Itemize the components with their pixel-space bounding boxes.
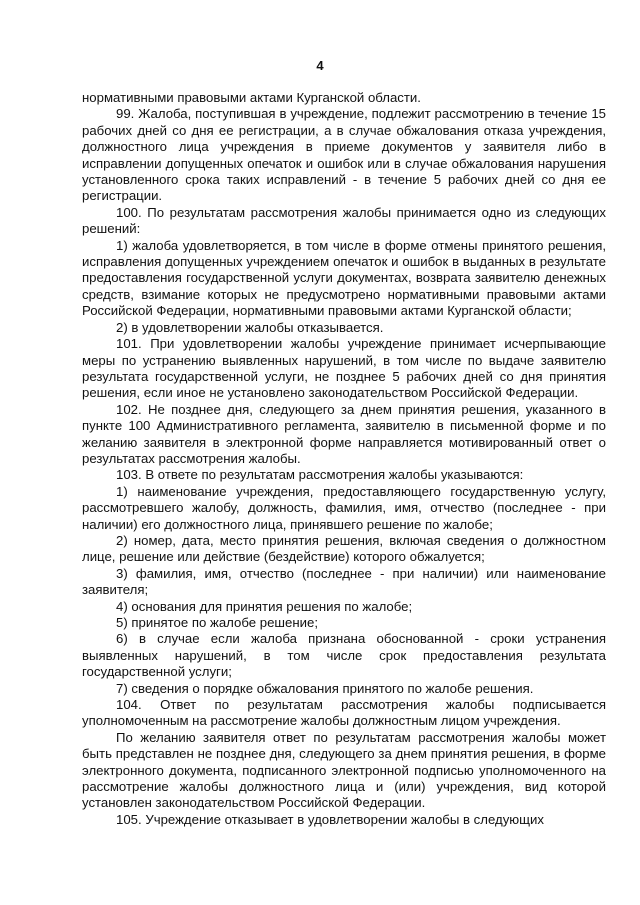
paragraph-103-item-3: 3) фамилия, имя, отчество (последнее - при наличии) или наименование заявителя; bbox=[82, 565, 606, 598]
paragraph-103-item-1: 1) наименование учреждения, предоставляющего государственную услугу, рассмотревшего жалобу, должность, фамилия, имя, отчество (последнее - при наличии) его должностного лица, принявшего решение по жалобе; bbox=[82, 483, 606, 532]
paragraph-103-item-5: 5) принятое по жалобе решение; bbox=[116, 615, 318, 630]
page-number: 4 bbox=[316, 58, 324, 73]
document-body bbox=[82, 90, 606, 828]
paragraph-103: 103. В ответе по результатам рассмотрения жалобы указываются: bbox=[116, 467, 524, 483]
paragraph-101: 101. При удовлетворении жалобы учреждение принимает исчерпывающие меры по устранению выявленных нарушений, в том числе по выдаче заявителю результата государственной услуги, не позднее 5 рабочих дней со дня принятия решения, если иное не установлено законодательством Российской Федерации. bbox=[82, 336, 606, 401]
paragraph-103-item-6: 6) в случае если жалоба признана обоснованной - сроки устранения выявленных нарушений, в том числе срок предоставления результата государственной услуги; bbox=[82, 631, 606, 680]
paragraph: нормативными правовыми актами Курганской области. bbox=[82, 90, 421, 105]
paragraph-100-item-1: 1) жалоба удовлетворяется, в том числе в форме отмены принятого решения, исправления допущенных учреждением опечаток и ошибок в выданных в результате предоставления государственной услуги документах, возврата заявителю денежных средств, взимание которых не предусмотрено нормативными правовыми актами Российской Федерации, нормативными правовыми актами Курганской области; bbox=[82, 237, 606, 319]
paragraph-104-electronic: По желанию заявителя ответ по результатам рассмотрения жалобы может быть представлен не позднее дня, следующего за днем принятия решения, в форме электронного документа, подписанного электронной подписью уполномоченного на рассмотрение жалобы должностного лица и (или) учреждения, вид которой установлен законодательством Российской Федерации. bbox=[82, 729, 606, 811]
paragraph-100-item-2: 2) в удовлетворении жалобы отказывается. bbox=[116, 319, 384, 335]
paragraph-100: 100. По результатам рассмотрения жалобы принимается одно из следующих решений: bbox=[82, 204, 606, 237]
paragraph-99: 99. Жалоба, поступившая в учреждение, подлежит рассмотрению в течение 15 рабочих дней со дня ее регистрации, а в случае обжалования отказа учреждения, должностного лица учреждения в приеме документов у заявителя либо в исправлении допущенных опечаток и ошибок или в случае обжалования нарушения установленного срока таких исправлений - в течение 5 рабочих дней со дня ее регистрации. bbox=[82, 106, 606, 204]
paragraph-104: 104. Ответ по результатам рассмотрения жалобы подписывается уполномоченным на рассмотрение жалобы должностным лицом учреждения. bbox=[82, 697, 606, 729]
paragraph-102: 102. Не позднее дня, следующего за днем принятия решения, указанного в пункте 100 Административного регламента, заявителю в письменной форме и по желанию заявителя в электронной форме направляется мотивированный ответ о результатах рассмотрения жалобы. bbox=[82, 401, 606, 466]
paragraph-105: 105. Учреждение отказывает в удовлетворении жалобы в следующих bbox=[116, 811, 544, 827]
paragraph-103-item-2: 2) номер, дата, место принятия решения, включая сведения о должностном лице, решение или действие (бездействие) которого обжалуется; bbox=[82, 532, 606, 565]
paragraph-103-item-4: 4) основания для принятия решения по жалобе; bbox=[116, 598, 413, 614]
paragraph-103-item-7: 7) сведения о порядке обжалования принятого по жалобе решения. bbox=[116, 680, 534, 696]
